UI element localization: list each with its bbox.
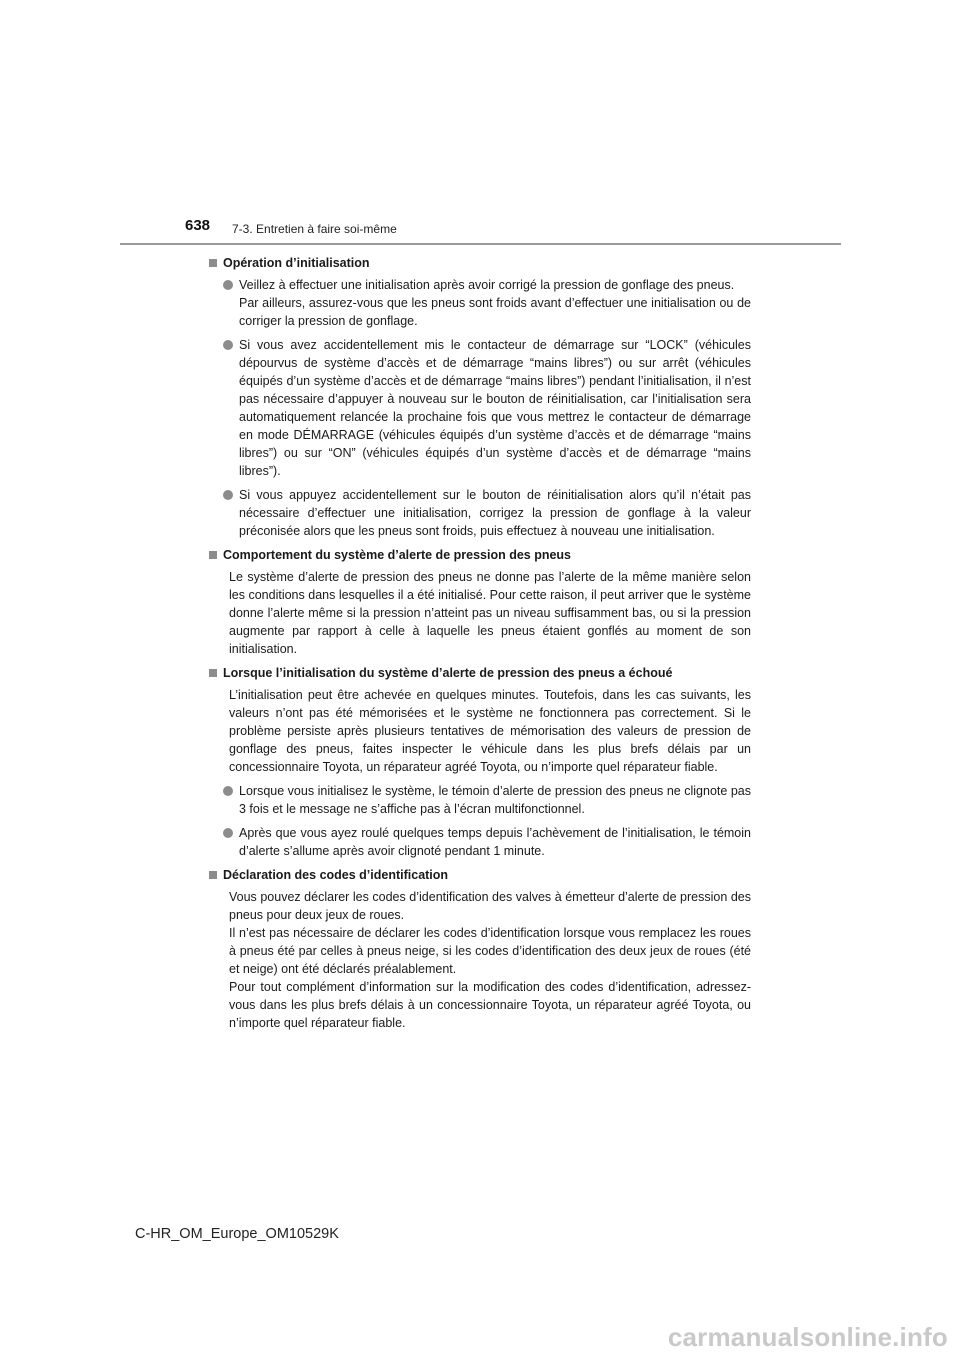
paragraph-text: Le système d’alerte de pression des pneus ne donne pas l’alerte de la même manière selon les conditions dans lesquelles il a été initialisé. Pour cette raison, il peut arriver que le système donne l’alerte même si la pression n’atteint pas un niveau suffisamment bas, ou si la pression augmente par rapport à celle à laquelle les pneus étaient gonflés au moment de son initialisation. <box>229 570 751 656</box>
section-codes-identification <box>209 866 751 1032</box>
bullet-text: Si vous avez accidentellement mis le contacteur de démarrage sur “LOCK” (véhicules dépourvus de système d’accès et de démarrage “mains libres”) ou sur arrêt (véhicules équipés d’un système d’accès et de démarrage “mains libres”) pendant l’initialisation, il n’est pas nécessaire d’appuyer à nouveau sur le bouton de réinitialisation, car l’initialisation sera automatiquement relancée la prochaine fois que vous mettrez le contacteur de démarrage en mode DÉMARRAGE (véhicules équipés d’un système d’accès et de démarrage “mains libres”) ou sur “ON” (véhicules équipés d’un système d’accès et de démarrage “mains libres”). <box>239 338 751 478</box>
section-heading <box>209 546 751 564</box>
bullet-item <box>223 336 751 480</box>
header-divider <box>120 243 841 245</box>
paragraph-text: L’initialisation peut être achevée en quelques minutes. Toutefois, dans les cas suivants, les valeurs n’ont pas été mémorisées et le système ne fonctionnera pas correctement. Si le problème persiste après plusieurs tentatives de mémorisation des valeurs de pression de gonflage des pneus, faites inspecter le véhicule dans les plus brefs délais par un concessionnaire Toyota, un réparateur agréé Toyota, ou n’importe quel réparateur fiable. <box>229 688 751 774</box>
heading-text: Lorsque l’initialisation du système d’alerte de pression des pneus a échoué <box>223 666 673 680</box>
square-bullet-icon <box>209 871 217 879</box>
document-id: C-HR_OM_Europe_OM10529K <box>135 1226 339 1242</box>
paragraph <box>229 888 751 1032</box>
circle-bullet-icon <box>223 280 233 290</box>
section-title: 7-3. Entretien à faire soi-même <box>232 222 397 236</box>
square-bullet-icon <box>209 551 217 559</box>
section-echec-initialisation <box>209 664 751 860</box>
section-initialisation <box>209 254 751 540</box>
circle-bullet-icon <box>223 828 233 838</box>
heading-text: Comportement du système d’alerte de pression des pneus <box>223 548 572 562</box>
section-comportement <box>209 546 751 658</box>
paragraph <box>229 686 751 776</box>
bullet-text: Après que vous ayez roulé quelques temps depuis l’achèvement de l’initialisation, le témoin d’alerte s’allume après avoir clignoté pendant 1 minute. <box>239 826 751 858</box>
bullet-text: Veillez à effectuer une initialisation après avoir corrigé la pression de gonflage des pneus. <box>239 278 735 292</box>
paragraph <box>229 568 751 658</box>
content-body <box>209 254 751 1038</box>
bullet-item <box>223 276 751 330</box>
heading-text: Opération d’initialisation <box>223 256 370 270</box>
watermark: carmanualsonline.info <box>667 1322 948 1352</box>
circle-bullet-icon <box>223 786 233 796</box>
bullet-item <box>223 824 751 860</box>
section-heading <box>209 254 751 272</box>
square-bullet-icon <box>209 259 217 267</box>
square-bullet-icon <box>209 669 217 677</box>
paragraph-text: Pour tout complément d’information sur la modification des codes d’identification, adressez-vous dans les plus brefs délais à un concessionnaire Toyota, un réparateur agréé Toyota, ou n’importe quel réparateur fiable. <box>229 980 751 1030</box>
section-heading <box>209 664 751 682</box>
circle-bullet-icon <box>223 340 233 350</box>
bullet-text: Par ailleurs, assurez-vous que les pneus sont froids avant d’effectuer une initialisation ou de corriger la pression de gonflage. <box>239 296 751 328</box>
circle-bullet-icon <box>223 490 233 500</box>
bullet-text: Si vous appuyez accidentellement sur le bouton de réinitialisation alors qu’il n’était pas nécessaire d’effectuer une initialisation, corrigez la pression de gonflage à la valeur préconisée alors que les pneus sont froids, puis effectuez à nouveau une initialisation. <box>239 488 751 538</box>
paragraph-text: Vous pouvez déclarer les codes d’identification des valves à émetteur d’alerte de pression des pneus pour deux jeux de roues. <box>229 890 751 922</box>
paragraph-text: Il n’est pas nécessaire de déclarer les codes d’identification lorsque vous remplacez les roues à pneus été par celles à pneus neige, si les codes d’identification des deux jeux de roues (été et neige) ont été déclarés préalablement. <box>229 926 751 976</box>
bullet-text: Lorsque vous initialisez le système, le témoin d’alerte de pression des pneus ne clignote pas 3 fois et le message ne s’affiche pas à l’écran multifonctionnel. <box>239 784 751 816</box>
section-heading <box>209 866 751 884</box>
heading-text: Déclaration des codes d’identification <box>223 868 449 882</box>
bullet-item <box>223 486 751 540</box>
page-number: 638 <box>185 217 211 234</box>
bullet-item <box>223 782 751 818</box>
